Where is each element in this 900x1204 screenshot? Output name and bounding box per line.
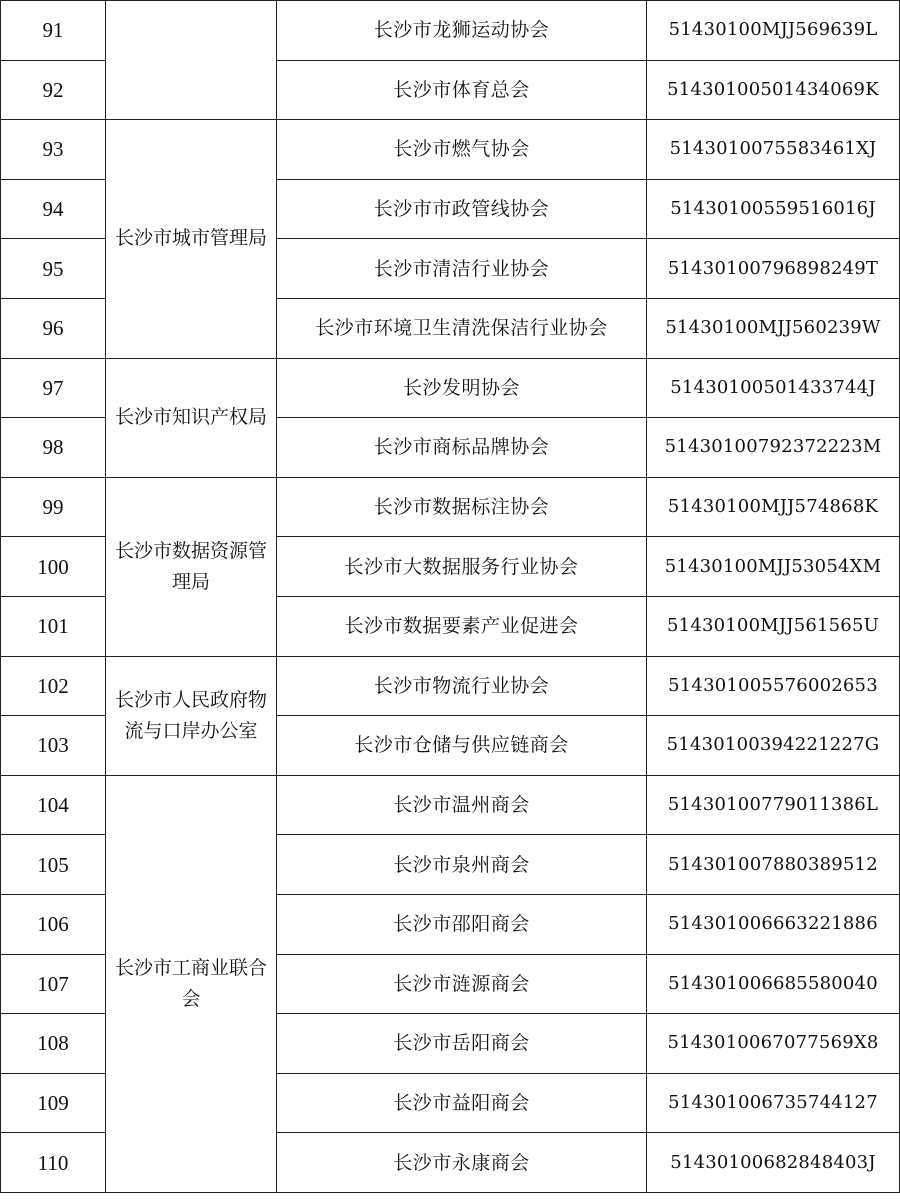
credit-code: 514301007880389512 [647, 835, 900, 895]
credit-code: 51430100796898249T [647, 239, 900, 299]
row-number: 95 [1, 239, 106, 299]
organization-name: 长沙市数据要素产业促进会 [277, 596, 647, 656]
credit-code: 51430100559516016J [647, 179, 900, 239]
table-row [1, 120, 900, 180]
row-number: 104 [1, 775, 106, 835]
row-number: 102 [1, 656, 106, 716]
organization-name: 长沙市商标品牌协会 [277, 418, 647, 478]
department-cell [106, 1, 277, 120]
table-row [1, 775, 900, 835]
organization-name: 长沙市邵阳商会 [277, 894, 647, 954]
row-number: 101 [1, 596, 106, 656]
credit-code: 51430100501434069K [647, 60, 900, 120]
credit-code: 51430100394221227G [647, 716, 900, 776]
row-number: 108 [1, 1014, 106, 1074]
row-number: 103 [1, 716, 106, 776]
row-number: 91 [1, 1, 106, 61]
row-number: 110 [1, 1133, 106, 1193]
organization-name: 长沙市龙狮运动协会 [277, 1, 647, 61]
organization-name: 长沙市数据标注协会 [277, 477, 647, 537]
row-number: 96 [1, 298, 106, 358]
organization-name: 长沙市市政管线协会 [277, 179, 647, 239]
credit-code: 51430100792372223M [647, 418, 900, 478]
department-cell: 长沙市工商业联合会 [106, 775, 277, 1192]
credit-code: 51430100MJJ560239W [647, 298, 900, 358]
credit-code: 51430100MJJ53054XM [647, 537, 900, 597]
credit-code: 514301005576002653 [647, 656, 900, 716]
row-number: 98 [1, 418, 106, 478]
organization-name: 长沙市涟源商会 [277, 954, 647, 1014]
table-row [1, 477, 900, 537]
row-number: 92 [1, 60, 106, 120]
credit-code: 51430100MJJ574868K [647, 477, 900, 537]
organization-name: 长沙市永康商会 [277, 1133, 647, 1193]
table-row [1, 358, 900, 418]
organization-name: 长沙市益阳商会 [277, 1073, 647, 1133]
credit-code: 51430100682848403J [647, 1133, 900, 1193]
organization-name: 长沙市温州商会 [277, 775, 647, 835]
organization-name: 长沙市物流行业协会 [277, 656, 647, 716]
department-cell: 长沙市知识产权局 [106, 358, 277, 477]
organization-name: 长沙发明协会 [277, 358, 647, 418]
credit-code: 514301006685580040 [647, 954, 900, 1014]
row-number: 109 [1, 1073, 106, 1133]
organization-name: 长沙市环境卫生清洗保洁行业协会 [277, 298, 647, 358]
organization-name: 长沙市燃气协会 [277, 120, 647, 180]
department-cell: 长沙市数据资源管理局 [106, 477, 277, 656]
organization-name: 长沙市大数据服务行业协会 [277, 537, 647, 597]
credit-code: 514301006735744127 [647, 1073, 900, 1133]
row-number: 93 [1, 120, 106, 180]
organization-name: 长沙市岳阳商会 [277, 1014, 647, 1074]
organization-name: 长沙市清洁行业协会 [277, 239, 647, 299]
organization-name: 长沙市仓储与供应链商会 [277, 716, 647, 776]
credit-code: 5143010067077569X8 [647, 1014, 900, 1074]
row-number: 97 [1, 358, 106, 418]
credit-code: 514301006663221886 [647, 894, 900, 954]
row-number: 106 [1, 894, 106, 954]
row-number: 94 [1, 179, 106, 239]
row-number: 105 [1, 835, 106, 895]
organization-name: 长沙市泉州商会 [277, 835, 647, 895]
credit-code: 51430100MJJ561565U [647, 596, 900, 656]
credit-code: 5143010075583461XJ [647, 120, 900, 180]
row-number: 100 [1, 537, 106, 597]
row-number: 107 [1, 954, 106, 1014]
organization-name: 长沙市体育总会 [277, 60, 647, 120]
department-cell: 长沙市人民政府物流与口岸办公室 [106, 656, 277, 775]
credit-code: 51430100MJJ569639L [647, 1, 900, 61]
table-row [1, 656, 900, 716]
credit-code: 51430100779011386L [647, 775, 900, 835]
department-cell: 长沙市城市管理局 [106, 120, 277, 358]
credit-code: 51430100501433744J [647, 358, 900, 418]
table-row [1, 1, 900, 61]
row-number: 99 [1, 477, 106, 537]
